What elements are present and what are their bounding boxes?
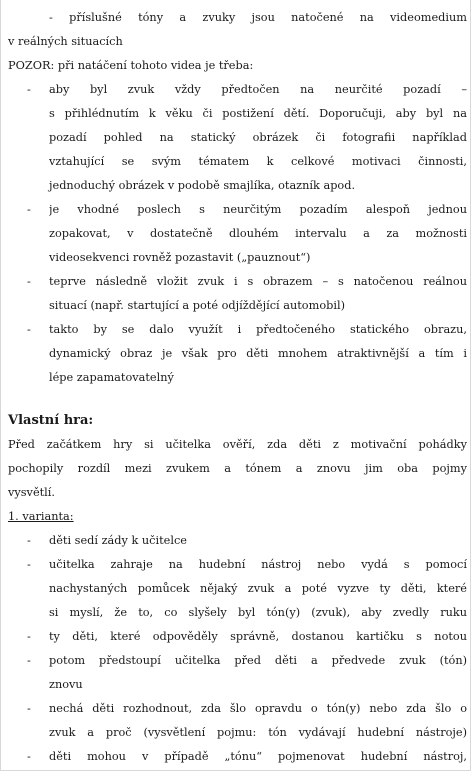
- list-item-line: aby byl zvuk vždy předtočen na neurčité pozadí –: [49, 83, 467, 96]
- list-bullet: -: [27, 83, 31, 96]
- list-item-line: situací (např. startující a poté odjíždějící automobil): [49, 299, 345, 312]
- list-item-line: videosekvenci rovněž pozastavit („pauznout“): [49, 251, 311, 264]
- list-bullet: -: [27, 702, 31, 715]
- paragraph-line: pochopily rozdíl mezi zvukem a tónem a znovu jim oba pojmy: [8, 462, 467, 475]
- list-bullet: -: [27, 323, 31, 336]
- paragraph-line: Před začátkem hry si učitelka ověří, zda děti z motivační pohádky: [8, 438, 467, 451]
- pozor-line: POZOR: při natáčení tohoto videa je třeba:: [8, 59, 254, 72]
- list-item-line: znovu: [49, 678, 83, 691]
- section-heading: Vlastní hra:: [8, 413, 94, 428]
- list-bullet: -: [27, 203, 31, 216]
- list-bullet: -: [27, 654, 31, 667]
- list-item-line: takto by se dalo využít i předtočeného statického obrazu,: [49, 323, 467, 336]
- list-item-line: zopakovat, v dostatečně dlouhém intervalu a za možnosti: [49, 227, 467, 240]
- list-item-line: pozadí pohled na statický obrázek či fotografii například: [49, 131, 467, 144]
- list-item-line: učitelka zahraje na hudební nástroj nebo vydá s pomocí: [49, 558, 467, 571]
- list-item-line: jednoduchý obrázek v podobě smajlíka, otazník apod.: [49, 179, 356, 192]
- text-line: - příslušné tóny a zvuky jsou natočené na videomedium: [49, 11, 467, 24]
- list-item-line: je vhodné poslech s neurčitým pozadím alespoň jednou: [49, 203, 467, 216]
- list-item-line: vztahující se svým tématem k celkové motivaci činnosti,: [49, 155, 467, 168]
- list-bullet: -: [27, 558, 31, 571]
- list-bullet: -: [27, 630, 31, 643]
- list-item-line: děti mohou v případě „tónu“ pojmenovat hudební nástroj,: [49, 750, 467, 763]
- list-bullet: -: [27, 534, 31, 547]
- list-item-line: dynamický obraz je však pro děti mnohem atraktivnější a tím i: [49, 347, 467, 360]
- list-bullet: -: [27, 750, 31, 763]
- list-item-line: nechá děti rozhodnout, zda šlo opravdu o tón(y) nebo zda šlo o: [49, 702, 467, 715]
- text-line: v reálných situacích: [8, 35, 123, 48]
- paragraph-line: vysvětlí.: [8, 486, 55, 499]
- list-item-line: ty děti, které odpověděly správně, dostanou kartičku s notou: [49, 630, 467, 643]
- list-item-line: teprve následně vložit zvuk i s obrazem – s natočenou reálnou: [49, 275, 467, 288]
- list-item-line: si myslí, že to, co slyšely byl tón(y) (zvuk), aby zvedly ruku: [49, 606, 467, 619]
- variant-label: 1. varianta:: [8, 510, 74, 523]
- list-item-line: potom předstoupí učitelka před děti a předvede zvuk (tón): [49, 654, 467, 667]
- list-item-line: nachystaných pomůcek nějaký zvuk a poté vyzve ty děti, které: [49, 582, 467, 595]
- list-item-line: s přihlédnutím k věku či postižení dětí. Doporučuji, aby byl na: [49, 107, 467, 120]
- list-bullet: -: [27, 275, 31, 288]
- list-item-line: děti sedí zády k učitelce: [49, 534, 187, 547]
- list-item-line: lépe zapamatovatelný: [49, 371, 174, 384]
- list-item-line: zvuk a proč (vysvětlení pojmu: tón vydávají hudební nástroje): [49, 726, 467, 739]
